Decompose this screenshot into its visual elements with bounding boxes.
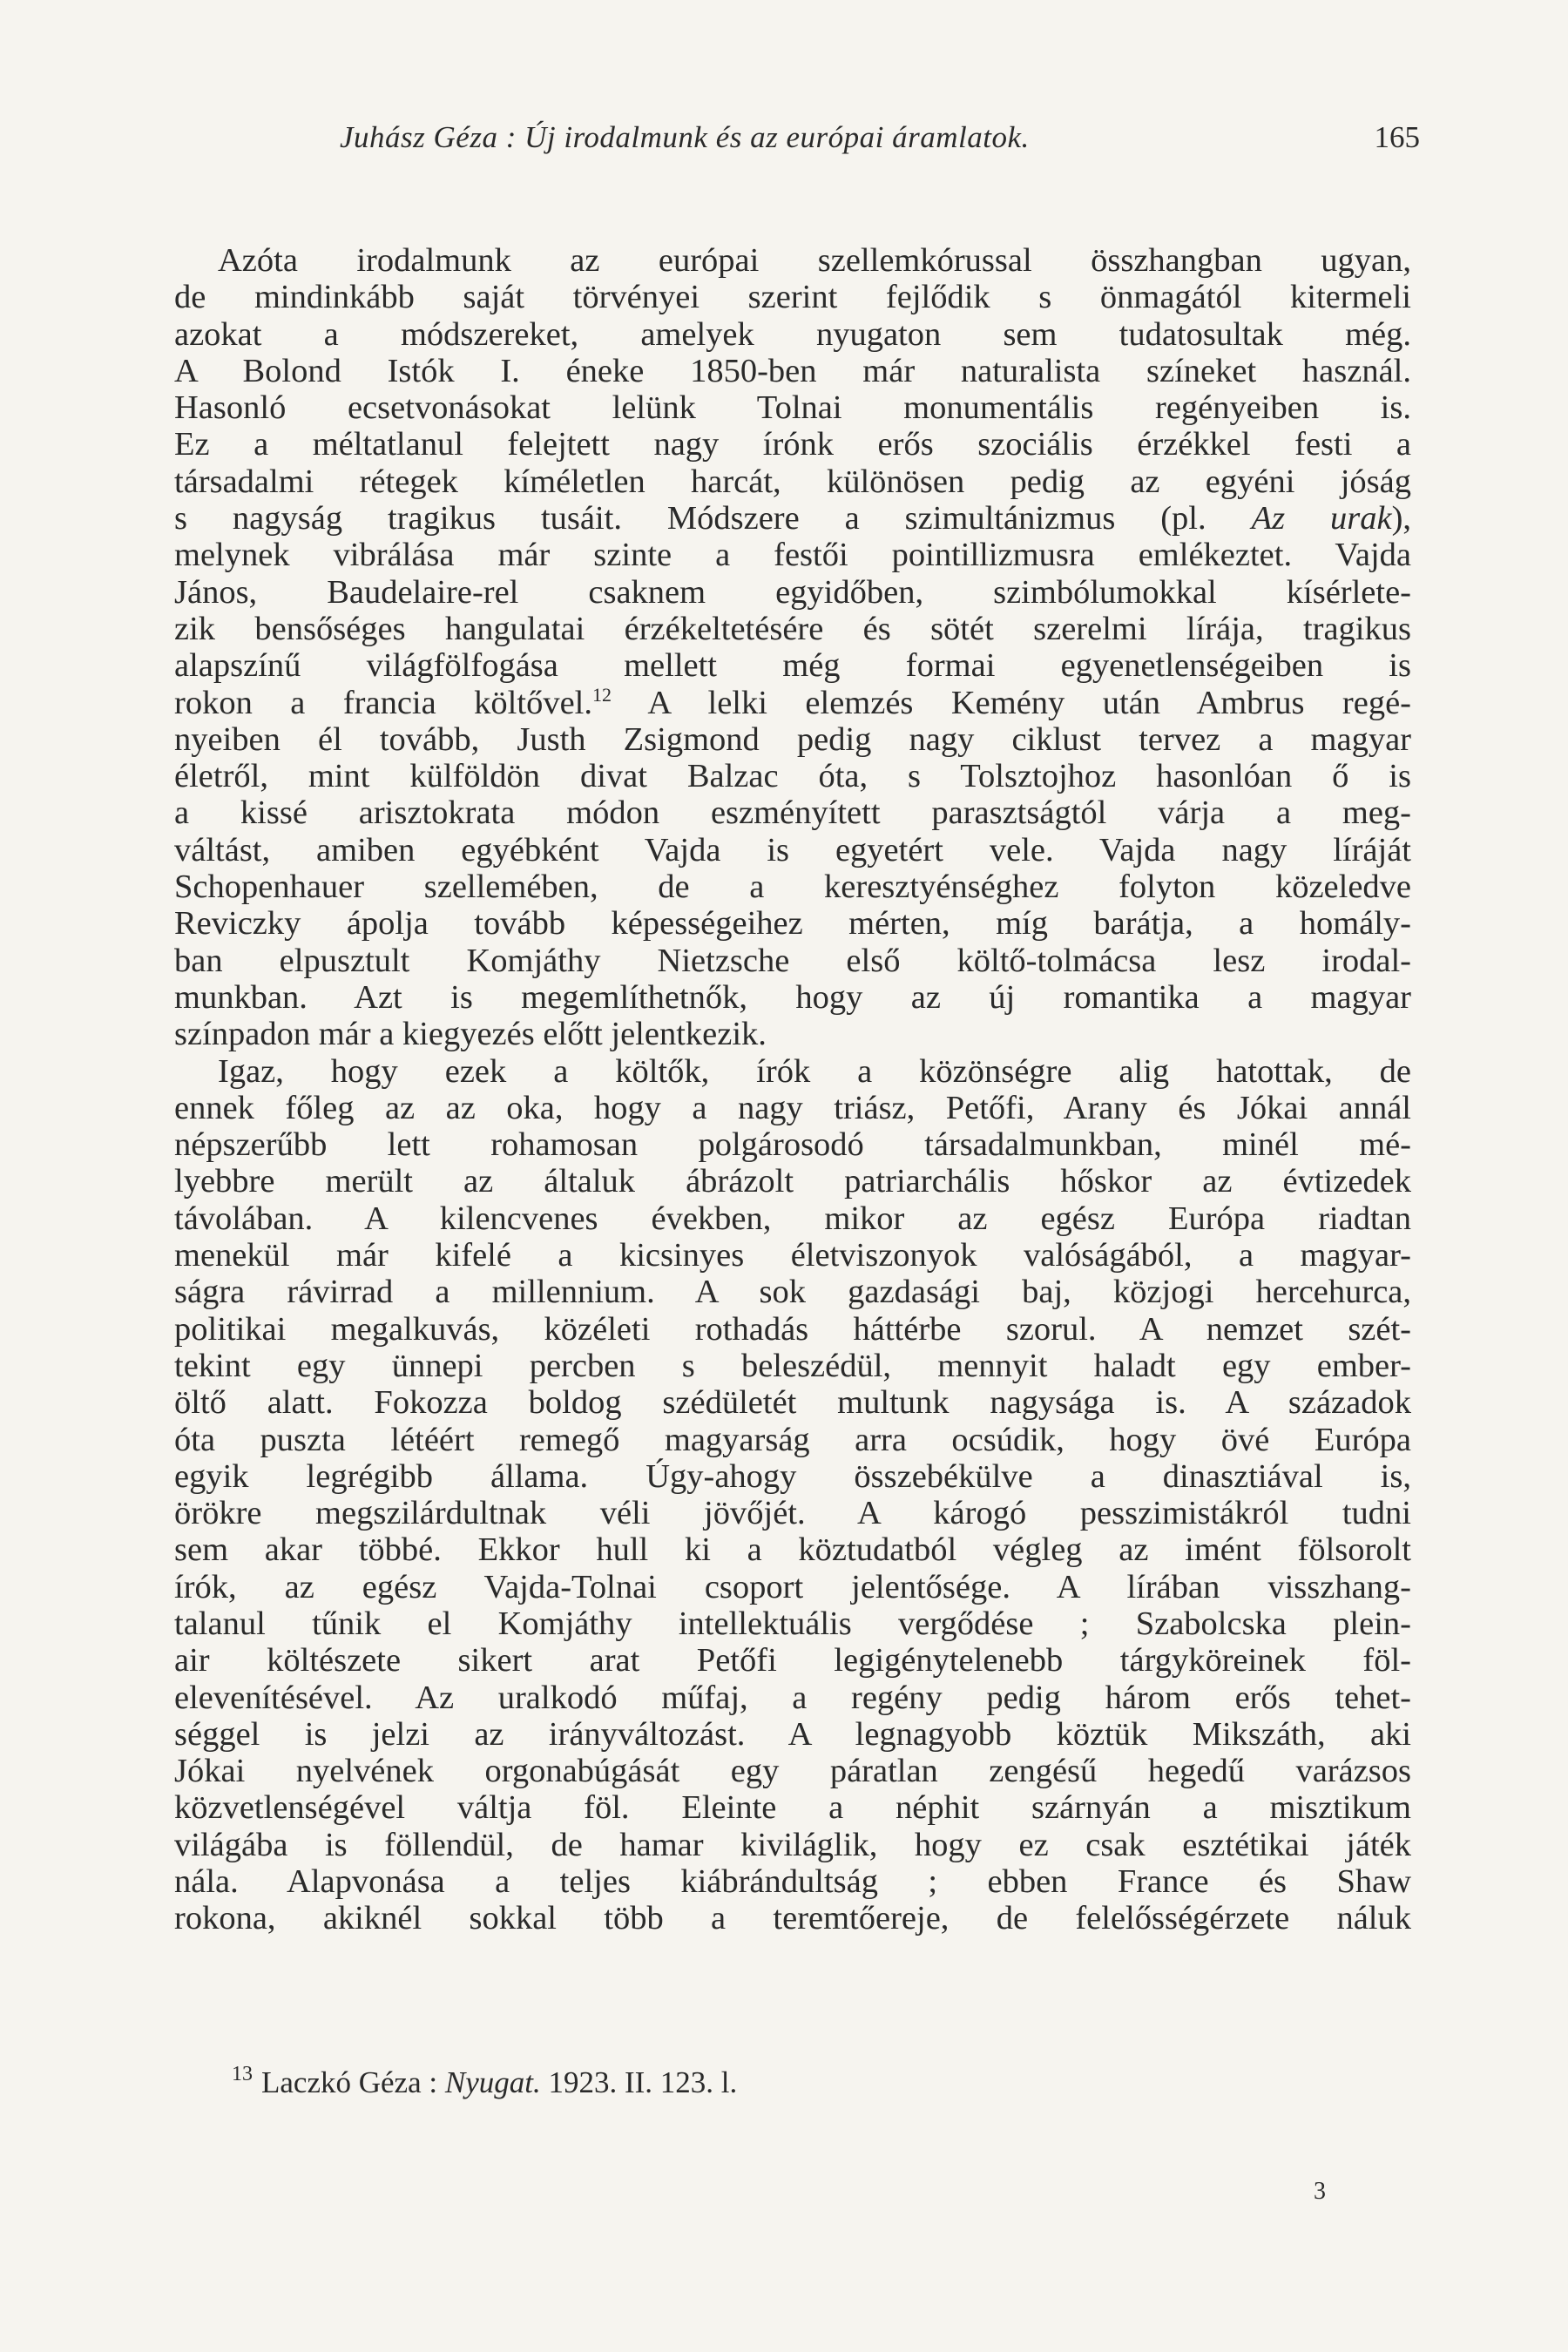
text-line-with-note <box>174 685 1411 721</box>
text-line: színpadon már a kiegyezés előtt jelentkezik. <box>174 1016 767 1053</box>
footnote-marker: 13 <box>232 2063 253 2085</box>
footnote <box>232 2063 737 2100</box>
text-segment: s nagyság tragikus tusáit. Módszere a szimultánizmus (pl. <box>174 500 1206 537</box>
text-line: alapszínű világfölfogása mellett még formai egyenetlenségeiben is <box>174 647 1411 685</box>
text-line: air költészete sikert arat Petőfi legigénytelenebb tárgyköreinek föl- <box>174 1642 1411 1680</box>
text-line: nála. Alapvonása a teljes kiábrándultság ; ebben France és Shaw <box>174 1863 1411 1901</box>
running-title: Juhász Géza : Új irodalmunk és az európai áramlatok. <box>340 120 1030 154</box>
text-line: munkban. Azt is megemlíthetnők, hogy az új romantika a magyar <box>174 978 1411 1016</box>
text-line: óta puszta létéért remegő magyarság arra ocsúdik, hogy övé Európa <box>174 1421 1411 1458</box>
page-number: 165 <box>1374 120 1420 154</box>
text-segment: A lelki elemzés Kemény után Ambrus regé- <box>647 684 1411 721</box>
footnote-author: Laczkó Géza : <box>261 2065 438 2099</box>
text-line: életről, mint külföldön divat Balzac óta, s Tolsztojhoz hasonlóan ő is <box>174 758 1411 795</box>
text-line: Reviczky ápolja tovább képességeihez mérten, míg barátja, a homály- <box>174 905 1411 943</box>
text-segment: rokon a francia költővel. <box>174 684 592 721</box>
text-line: öltő alatt. Fokozza boldog szédületét multunk nagysága is. A századok <box>174 1384 1411 1422</box>
text-line: A Bolond Istók I. éneke 1850-ben már naturalista színeket használ. <box>174 352 1411 389</box>
text-line: rokona, akiknél sokkal több a teremtőereje, de felelősségérzete náluk <box>174 1900 1411 1937</box>
text-line: Schopenhauer szellemében, de a keresztyénséghez folyton közeledve <box>174 868 1411 906</box>
text-line: írók, az egész Vajda-Tolnai csoport jelentősége. A lírában visszhang- <box>174 1568 1411 1605</box>
text-line: Hasonló ecsetvonásokat lelünk Tolnai monumentális regényeiben is. <box>174 389 1411 427</box>
text-line: talanul tűnik el Komjáthy intellektuális vergődése ; Szabolcska plein- <box>174 1605 1411 1642</box>
text-line: örökre megszilárdultnak véli jövőjét. A károgó pesszimistákról tudni <box>174 1495 1411 1532</box>
text-line: ságra rávirrad a millennium. A sok gazdasági baj, közjogi hercehurca, <box>174 1274 1411 1311</box>
text-line: világába is föllendül, de hamar kiviláglik, hogy ez csak esztétikai játék <box>174 1826 1411 1863</box>
text-line: ban elpusztult Komjáthy Nietzsche első költő-tolmácsa lesz irodal- <box>174 942 1411 979</box>
body-text <box>174 242 1411 1937</box>
text-line: közvetlenségével váltja föl. Eleinte a néphit szárnyán a misztikum <box>174 1789 1411 1827</box>
text-line: politikai megalkuvás, közéleti rothadás háttérbe szorul. A nemzet szét- <box>174 1310 1411 1348</box>
text-line: Ez a méltatlanul felejtett nagy írónk erős szociális érzékkel festi a <box>174 426 1411 463</box>
text-line: Jókai nyelvének orgonabúgását egy páratlan zengésű hegedű varázsos <box>174 1753 1411 1790</box>
text-line: ennek főleg az az oka, hogy a nagy triász, Petőfi, Arany és Jókai annál <box>174 1089 1411 1126</box>
text-line: sem akar többé. Ekkor hull ki a köztudatból végleg az imént fölsorolt <box>174 1531 1411 1569</box>
footnote-reference: 12 <box>592 683 612 706</box>
text-line: egyik legrégibb állama. Úgy-ahogy összebékülve a dinasztiával is, <box>174 1457 1411 1495</box>
text-line: nyeiben él tovább, Justh Zsigmond pedig nagy ciklust tervez a magyar <box>174 720 1411 758</box>
text-line: séggel is jelzi az irányváltozást. A legnagyobb köztük Mikszáth, aki <box>174 1715 1411 1753</box>
text-line: de mindinkább saját törvényei szerint fejlődik s önmagától kitermeli <box>174 279 1411 316</box>
work-title: Az urak <box>1251 500 1392 537</box>
text-line: távolában. A kilencvenes években, mikor az egész Európa riadtan <box>174 1200 1411 1237</box>
running-head <box>174 120 1420 172</box>
text-line: váltást, amiben egyébként Vajda is egyetért vele. Vajda nagy líráját <box>174 831 1411 868</box>
text-line: a kissé arisztokrata módon eszményített parasztságtól várja a meg- <box>174 794 1411 832</box>
text-line: lyebbre merült az általuk ábrázolt patriarchális hőskor az évtizedek <box>174 1163 1411 1200</box>
text-line: Azóta irodalmunk az európai szellemkórussal összhangban ugyan, <box>218 242 1411 279</box>
text-line: társadalmi rétegek kíméletlen harcát, különösen pedig az egyéni jóság <box>174 463 1411 500</box>
text-line: zik bensőséges hangulatai érzékeltetésére és sötét szerelmi lírája, tragikus <box>174 610 1411 647</box>
text-line: népszerűbb lett rohamosan polgárosodó társadalmunkban, minél mé- <box>174 1126 1411 1164</box>
footnote-citation: 1923. II. 123. l. <box>548 2065 738 2099</box>
text-segment: ), <box>1391 500 1412 537</box>
text-line: tekint egy ünnepi percben s beleszédül, mennyit haladt egy ember- <box>174 1347 1411 1384</box>
text-line: János, Baudelaire-rel csaknem egyidőben, szimbólumokkal kísérlete- <box>174 573 1411 611</box>
signature-mark: 3 <box>1314 2178 1326 2205</box>
text-line: azokat a módszereket, amelyek nyugaton sem tudatosultak még. <box>174 315 1411 353</box>
text-line: melynek vibrálása már szinte a festői pointillizmusra emlékeztet. Vajda <box>174 537 1411 574</box>
text-line-with-title <box>174 500 1411 537</box>
footnote-journal: Nyugat. <box>444 2065 541 2099</box>
text-line: Igaz, hogy ezek a költők, írók a közönségre alig hatottak, de <box>218 1052 1411 1090</box>
text-line: elevenítésével. Az uralkodó műfaj, a regény pedig három erős tehet- <box>174 1679 1411 1716</box>
text-line: menekül már kifelé a kicsinyes életviszonyok valóságából, a magyar- <box>174 1237 1411 1274</box>
